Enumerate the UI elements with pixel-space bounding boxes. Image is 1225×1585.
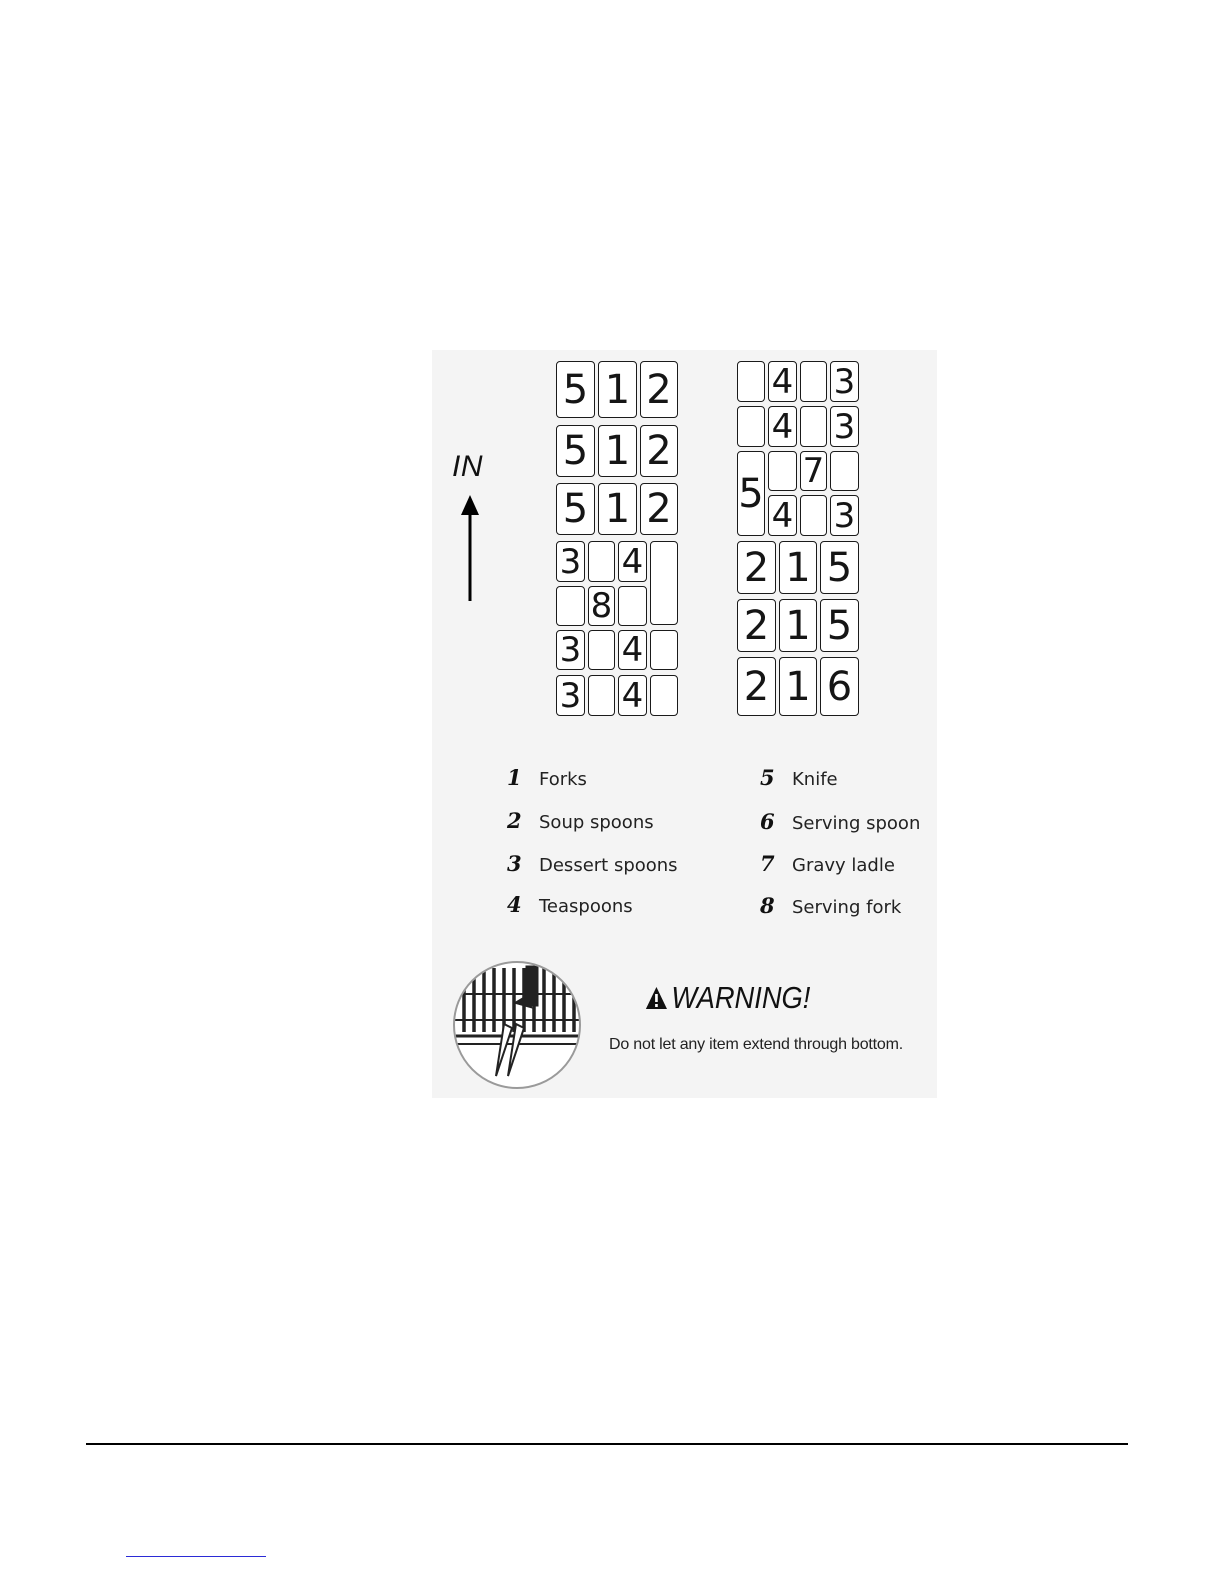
legend-label: Dessert spoons	[539, 855, 678, 876]
basket-slot	[737, 406, 765, 447]
legend-item	[507, 892, 633, 917]
warning-triangle-icon	[645, 986, 668, 1010]
legend-item	[760, 809, 920, 834]
basket-slot: 1	[598, 361, 637, 418]
footer-divider	[86, 1443, 1128, 1445]
legend-number: 8	[760, 893, 775, 918]
basket-slot: 1	[779, 657, 817, 716]
basket-slot: 1	[598, 483, 637, 535]
basket-slot	[768, 451, 797, 491]
basket-slot: 4	[618, 541, 647, 582]
legend-item	[507, 851, 678, 876]
basket-slot-tall: 5	[737, 451, 765, 536]
legend-item	[760, 851, 895, 876]
basket-slot: 4	[618, 630, 647, 670]
basket-bottom-illustration-icon	[452, 958, 582, 1092]
basket-slot: 3	[556, 630, 585, 670]
basket-slot: 2	[737, 657, 776, 716]
basket-slot: 3	[830, 495, 859, 536]
basket-slot: 2	[737, 599, 776, 652]
warning-heading	[645, 980, 810, 1016]
basket-slot-tall	[650, 541, 678, 625]
basket-slot	[556, 586, 585, 626]
basket-slot: 5	[556, 361, 595, 418]
legend-number: 5	[760, 765, 775, 790]
basket-slot	[650, 675, 678, 716]
basket-slot	[800, 406, 827, 447]
basket-slot: 8	[588, 586, 615, 626]
basket-slot: 2	[737, 541, 776, 594]
basket-slot: 1	[779, 541, 817, 594]
legend-label: Knife	[792, 769, 838, 790]
basket-slot	[737, 361, 765, 402]
basket-slot: 5	[556, 483, 595, 535]
legend-item	[760, 893, 901, 918]
up-arrow-icon	[455, 495, 485, 605]
basket-slot: 4	[768, 406, 797, 447]
basket-slot	[800, 361, 827, 402]
basket-slot	[588, 675, 615, 716]
basket-slot	[588, 630, 615, 670]
basket-slot: 4	[618, 675, 647, 716]
basket-slot: 2	[640, 425, 678, 477]
basket-slot: 3	[556, 675, 585, 716]
basket-slot: 5	[820, 599, 859, 652]
direction-label: IN	[452, 450, 483, 483]
legend-label: Serving spoon	[792, 813, 921, 834]
basket-slot: 4	[768, 361, 797, 402]
basket-slot: 4	[768, 495, 797, 536]
basket-slot	[800, 495, 827, 536]
legend-number: 2	[507, 808, 522, 833]
legend-label: Soup spoons	[539, 812, 654, 833]
basket-slot: 5	[556, 425, 595, 477]
legend-item	[760, 765, 838, 790]
basket-slot: 6	[820, 657, 859, 716]
basket-slot: 3	[830, 361, 859, 402]
basket-slot: 2	[640, 361, 678, 418]
basket-slot: 1	[779, 599, 817, 652]
footer-link-underline	[126, 1556, 266, 1557]
legend-label: Forks	[539, 769, 587, 790]
warning-title: WARNING!	[671, 980, 811, 1015]
basket-slot: 1	[598, 425, 637, 477]
basket-slot	[618, 586, 647, 626]
basket-slot: 3	[830, 406, 859, 447]
legend-label: Teaspoons	[539, 896, 633, 917]
legend-label: Serving fork	[792, 897, 902, 918]
legend-number: 1	[507, 765, 522, 790]
legend-number: 7	[760, 851, 775, 876]
legend-item	[507, 765, 587, 790]
legend-number: 3	[507, 851, 522, 876]
basket-slot	[650, 630, 678, 670]
basket-slot: 7	[800, 451, 827, 491]
basket-slot: 5	[820, 541, 859, 594]
legend-item	[507, 808, 654, 833]
basket-slot	[588, 541, 615, 582]
basket-slot	[830, 451, 859, 491]
legend-number: 4	[507, 892, 522, 917]
basket-slot: 2	[640, 483, 678, 535]
basket-slot: 3	[556, 541, 585, 582]
legend-number: 6	[760, 809, 775, 834]
warning-text: Do not let any item extend through bottom.	[609, 1036, 903, 1053]
legend-label: Gravy ladle	[792, 855, 895, 876]
